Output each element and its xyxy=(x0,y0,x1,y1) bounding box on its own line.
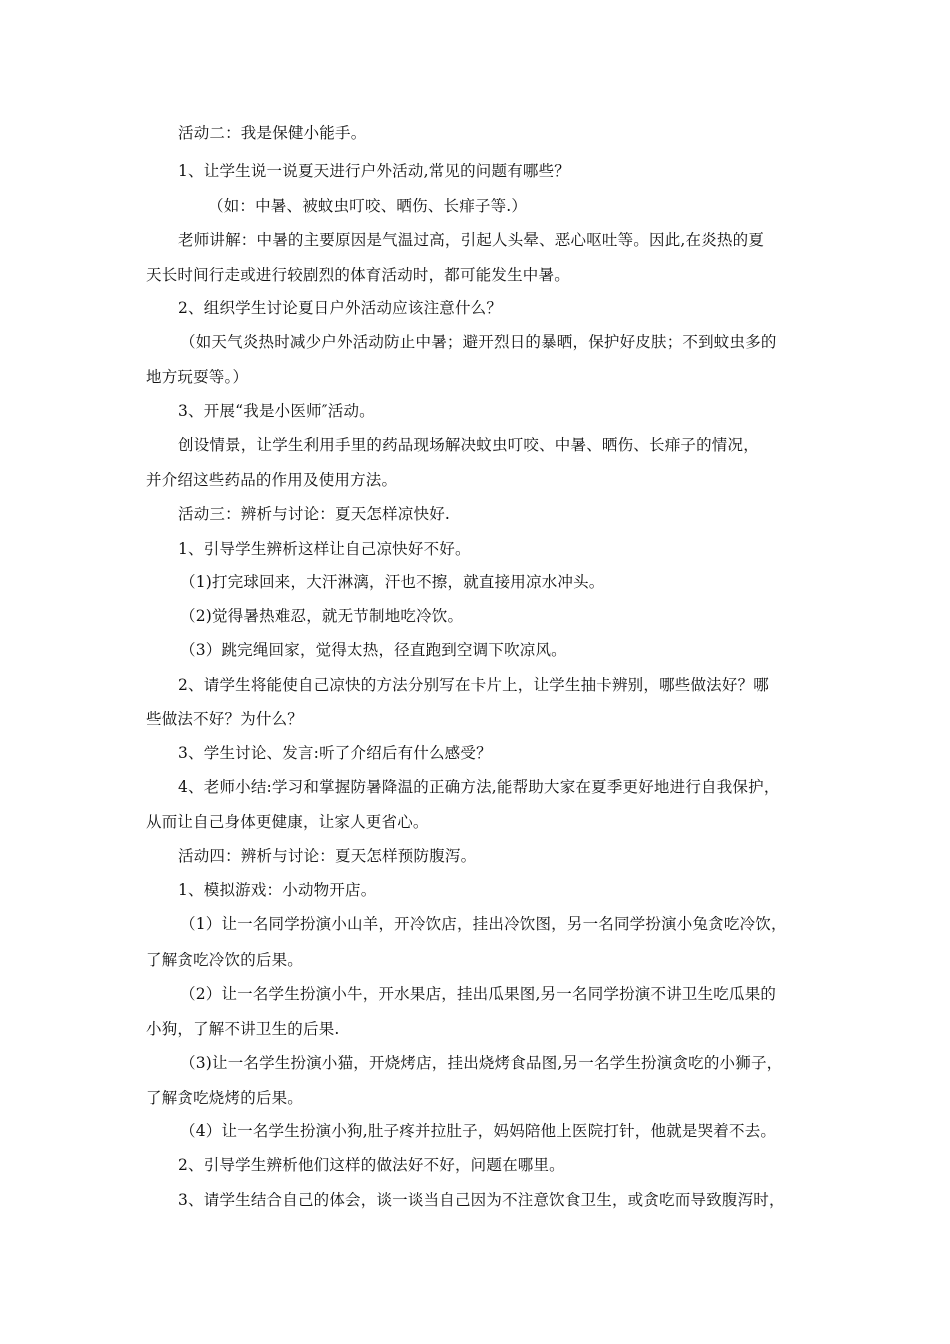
activity-2-heading: 活动二：我是保健小能手。 xyxy=(178,124,367,142)
paragraph-line: 3、开展“我是小医师″活动。 xyxy=(178,402,375,420)
paragraph-line: 2、组织学生讨论夏日户外活动应该注意什么？ xyxy=(178,299,503,317)
list-item: （4）让一名学生扮演小狗,肚子疼并拉肚子，妈妈陪他上医院打针，他就是哭着不去。 xyxy=(180,1122,777,1140)
list-item: （2）让一名学生扮演小牛，开水果店，挂出瓜果图,另一名同学扮演不讲卫生吃瓜果的 xyxy=(180,985,777,1003)
paragraph-line: （如天气炎热时减少户外活动防止中暑；避开烈日的暴晒，保护好皮肤；不到蚊虫多的 xyxy=(180,333,777,351)
paragraph-line: 了解贪吃冷饮的后果。 xyxy=(146,951,304,969)
paragraph-line: 小狗，了解不讲卫生的后果. xyxy=(146,1020,340,1038)
paragraph-line: 2、引导学生辨析他们这样的做法好不好，问题在哪里。 xyxy=(178,1156,565,1174)
list-item: （2)觉得暑热难忍，就无节制地吃冷饮。 xyxy=(180,607,464,625)
paragraph-line: 1、引导学生辨析这样让自己凉快好不好。 xyxy=(178,540,471,558)
paragraph-line: 3、学生讨论、发言:听了介绍后有什么感受？ xyxy=(178,744,492,762)
paragraph-line: 地方玩耍等。） xyxy=(146,368,249,386)
paragraph-line: 4、老师小结:学习和掌握防暑降温的正确方法,能帮助大家在夏季更好地进行自我保护， xyxy=(178,778,780,796)
paragraph-line: 2、请学生将能使自己凉快的方法分别写在卡片上，让学生抽卡辨别，哪些做法好？哪 xyxy=(178,676,769,694)
list-item: （3)让一名学生扮演小猫，开烧烤店，挂出烧烤食品图,另一名学生扮演贪吃的小狮子， xyxy=(180,1054,783,1072)
activity-3-heading: 活动三：辨析与讨论：夏天怎样凉快好. xyxy=(178,505,451,523)
paragraph-line: 1、让学生说一说夏天进行户外活动,常见的问题有哪些？ xyxy=(178,162,570,180)
paragraph-line: 老师讲解：中暑的主要原因是气温过高，引起人头晕、恶心呕吐等。因此,在炎热的夏 xyxy=(178,231,765,249)
paragraph-line: 1、模拟游戏：小动物开店。 xyxy=(178,881,377,899)
activity-4-heading: 活动四：辨析与讨论：夏天怎样预防腹泻。 xyxy=(178,847,477,865)
paragraph-line: 天长时间行走或进行较剧烈的体育活动时，都可能发生中暑。 xyxy=(146,266,570,284)
list-item: （1)打完球回来，大汗淋漓，汗也不擦，就直接用凉水冲头。 xyxy=(180,573,605,591)
paragraph-line: 创设情景，让学生利用手里的药品现场解决蚊虫叮咬、中暑、晒伤、长痱子的情况， xyxy=(178,436,759,454)
paragraph-line: 了解贪吃烧烤的后果。 xyxy=(146,1089,304,1107)
paragraph-line: 3、请学生结合自己的体会，谈一谈当自己因为不注意饮食卫生，或贪吃而导致腹泻时， xyxy=(178,1191,785,1209)
paragraph-line: 些做法不好？为什么？ xyxy=(146,710,304,728)
list-item: （3）跳完绳回家，觉得太热，径直跑到空调下吹凉风。 xyxy=(180,641,567,659)
paragraph-line: 并介绍这些药品的作用及使用方法。 xyxy=(146,471,398,489)
list-item: （1）让一名同学扮演小山羊，开冷饮店，挂出冷饮图，另一名同学扮演小兔贪吃冷饮， xyxy=(180,915,787,933)
paragraph-line: 从而让自己身体更健康，让家人更省心。 xyxy=(146,813,429,831)
paragraph-line: （如：中暑、被蚊虫叮咬、晒伤、长痱子等.） xyxy=(208,197,528,215)
